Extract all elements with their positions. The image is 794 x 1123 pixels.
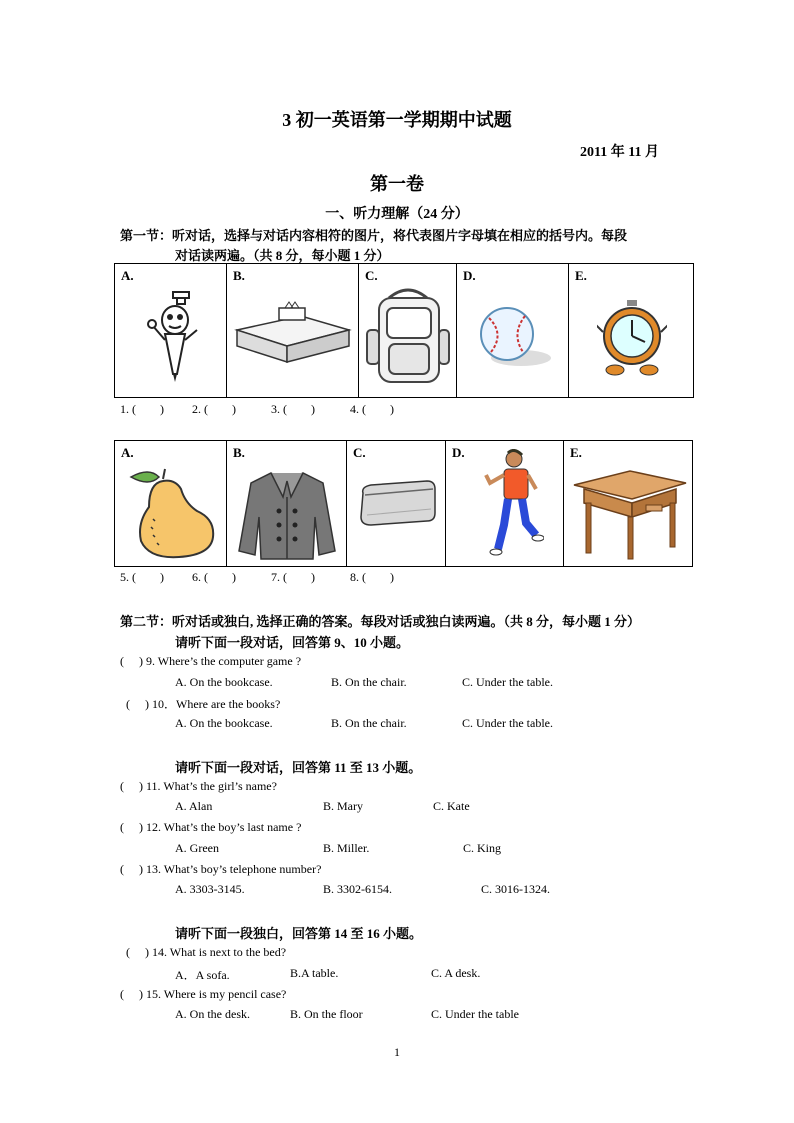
boy-running-icon — [480, 449, 544, 557]
question-14-stem: ( ) 14. What is next to the bed? — [126, 945, 287, 959]
grid1-label-e: E. — [575, 268, 587, 283]
alarm-clock-cartoon-icon — [597, 298, 667, 378]
pencil-cartoon-icon — [143, 290, 203, 385]
section1-instruction-line2: 对话读两遍。（共 8 分，每小题 1 分） — [175, 248, 390, 263]
question-10-option-a[interactable]: A. On the bookcase. — [175, 716, 273, 730]
question-12-option-a[interactable]: A. Green — [175, 841, 219, 855]
backpack-icon — [365, 284, 451, 388]
question-15-option-a[interactable]: A. On the desk. — [175, 1007, 250, 1021]
wooden-table-icon — [570, 465, 688, 561]
picture-grid-2 — [114, 440, 693, 567]
question-9-option-b[interactable]: B. On the chair. — [331, 675, 407, 689]
question-11-option-b[interactable]: B. Mary — [323, 799, 363, 813]
question-12-option-b[interactable]: B. Miller. — [323, 841, 370, 855]
grid1-label-c: C. — [365, 268, 378, 283]
answer-blank-8[interactable]: 8. ( ) — [350, 570, 394, 584]
question-11-option-c[interactable]: C. Kate — [433, 799, 470, 813]
question-9-stem: ( ) 9. Where’s the computer game ? — [120, 654, 302, 668]
question-13-option-b[interactable]: B. 3302-6154. — [323, 882, 392, 896]
question-13-option-c[interactable]: C. 3016-1324. — [481, 882, 550, 896]
section2-instruction: 第二节：听对话或独白, 选择正确的答案。每段对话或独白读两遍。（共 8 分，每小题 1 分） — [120, 614, 641, 629]
grid2-cell-d — [446, 441, 564, 567]
question-15-option-b[interactable]: B. On the floor — [290, 1007, 363, 1021]
answer-blank-1[interactable]: 1. ( ) — [120, 402, 164, 416]
question-12-stem: ( ) 12. What’s the boy’s last name ? — [120, 820, 302, 834]
exam-date: 2011 年 11 月 — [580, 145, 659, 160]
grid2-label-b: B. — [233, 445, 245, 460]
answer-blank-5[interactable]: 5. ( ) — [120, 570, 164, 584]
answer-blank-4[interactable]: 4. ( ) — [350, 402, 394, 416]
grid1-label-d: D. — [463, 268, 476, 283]
question-14-option-a[interactable]: A．A sofa. — [175, 968, 230, 982]
grid1-label-b: B. — [233, 268, 245, 283]
grid1-cell-a — [115, 264, 227, 398]
volume-title: 第一卷 — [370, 174, 424, 194]
answer-blank-2[interactable]: 2. ( ) — [192, 402, 236, 416]
question-9-option-c[interactable]: C. Under the table. — [462, 675, 553, 689]
pear-icon — [119, 463, 219, 563]
question-14-option-b[interactable]: B.A table. — [290, 966, 339, 980]
grid2-label-e: E. — [570, 445, 582, 460]
page-number: 1 — [394, 1045, 400, 1059]
grid2-cell-a — [115, 441, 227, 567]
question-9-option-a[interactable]: A. On the bookcase. — [175, 675, 273, 689]
grid2-label-a: A. — [121, 445, 134, 460]
group3-instruction: 请听下面一段独白，回答第 14 至 16 小题。 — [175, 926, 423, 941]
question-15-option-c[interactable]: C. Under the table — [431, 1007, 519, 1021]
section1-instruction-line1: 第一节：听对话，选择与对话内容相符的图片，将代表图片字母填在相应的括号内。每段 — [120, 228, 628, 243]
answer-blank-7[interactable]: 7. ( ) — [271, 570, 315, 584]
question-13-option-a[interactable]: A. 3303-3145. — [175, 882, 245, 896]
question-13-stem: ( ) 13. What’s boy’s telephone number? — [120, 862, 322, 876]
question-10-option-c[interactable]: C. Under the table. — [462, 716, 553, 730]
jacket-icon — [235, 467, 339, 563]
grid1-cell-d — [457, 264, 569, 398]
group2-instruction: 请听下面一段对话，回答第 11 至 13 小题。 — [175, 760, 422, 775]
question-15-stem: ( ) 15. Where is my pencil case? — [120, 987, 287, 1001]
grid2-label-c: C. — [353, 445, 366, 460]
pencil-case-icon — [357, 479, 439, 529]
grid2-cell-c — [347, 441, 446, 567]
question-10-option-b[interactable]: B. On the chair. — [331, 716, 407, 730]
grid1-cell-b — [227, 264, 359, 398]
group1-instruction: 请听下面一段对话，回答第 9、10 小题。 — [175, 635, 410, 650]
question-12-option-c[interactable]: C. King — [463, 841, 502, 855]
grid2-cell-e — [564, 441, 693, 567]
question-14-option-c[interactable]: C. A desk. — [431, 966, 481, 980]
grid2-cell-b — [227, 441, 347, 567]
bed-with-pillow-icon — [231, 300, 353, 376]
question-10-stem: ( ) 10．Where are the books? — [126, 697, 281, 711]
exam-title: 3 初一英语第一学期期中试题 — [282, 110, 512, 130]
part1-heading: 一、听力理解（24 分） — [325, 207, 469, 222]
grid1-cell-c — [359, 264, 457, 398]
question-11-option-a[interactable]: A. Alan — [175, 799, 213, 813]
grid1-label-a: A. — [121, 268, 134, 283]
answer-blank-3[interactable]: 3. ( ) — [271, 402, 315, 416]
answer-blank-6[interactable]: 6. ( ) — [192, 570, 236, 584]
grid1-cell-e — [569, 264, 694, 398]
question-11-stem: ( ) 11. What’s the girl’s name? — [120, 779, 277, 793]
grid2-label-d: D. — [452, 445, 465, 460]
picture-grid-1 — [114, 263, 694, 398]
baseball-icon — [471, 300, 555, 370]
